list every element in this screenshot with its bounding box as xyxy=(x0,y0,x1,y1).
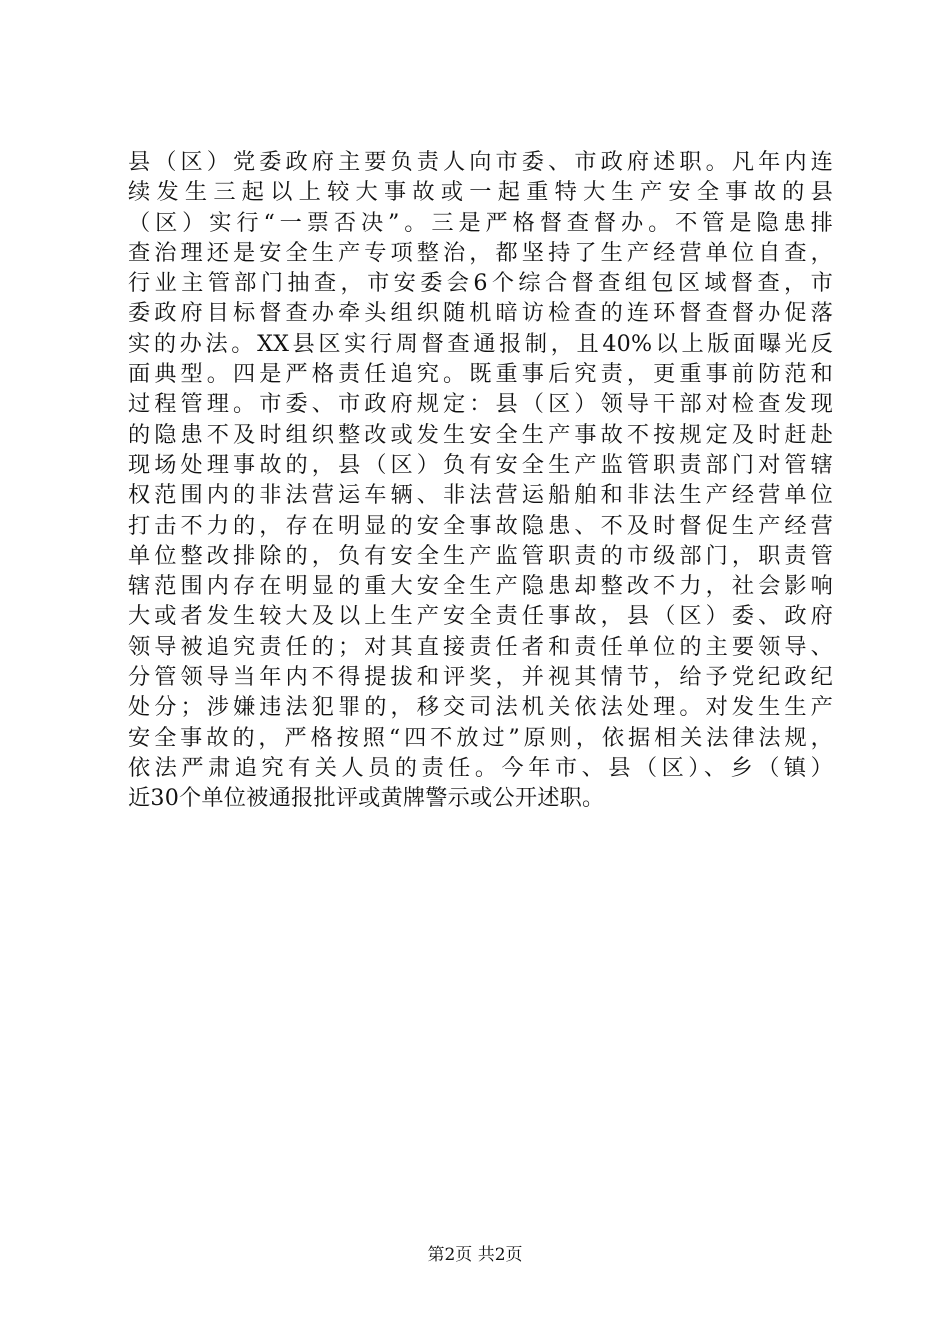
page-number-footer: 第2页 共2页 xyxy=(427,1245,523,1265)
text-line-11: 现场处理事故的，县（区）负有安全生产监管职责部门对管辖 xyxy=(128,451,833,478)
text-line-18: 分管领导当年内不得提拔和评奖，并视其情节，给予党纪政纪 xyxy=(128,664,833,691)
text-line-10: 的隐患不及时组织整改或发生安全生产事故不按规定及时赶赴 xyxy=(128,421,833,448)
text-line-3: （区）实行“一票否决”。三是严格督查督办。不管是隐患排 xyxy=(128,209,833,236)
text-line-14: 单位整改排除的，负有安全生产监管职责的市级部门，职责管 xyxy=(128,542,833,569)
text-line-2: 续发生三起以上较大事故或一起重特大生产安全事故的县 xyxy=(128,179,833,206)
text-line-19: 处分；涉嫌违法犯罪的，移交司法机关依法处理。对发生生产 xyxy=(128,694,833,721)
text-line-20: 安全事故的，严格按照“四不放过”原则，依据相关法律法规， xyxy=(128,724,833,751)
text-line-7: 实的办法。XX县区实行周督查通报制，且40%以上版面曝光反 xyxy=(128,330,833,357)
text-line-5: 行业主管部门抽查，市安委会6个综合督查组包区域督查，市 xyxy=(128,270,833,297)
text-line-21: 依法严肃追究有关人员的责任。今年市、县（区）、乡（镇） xyxy=(128,754,833,781)
text-line-1: 县（区）党委政府主要负责人向市委、市政府述职。凡年内连 xyxy=(128,149,833,175)
text-line-15: 辖范围内存在明显的重大安全生产隐患却整改不力，社会影响 xyxy=(128,573,833,600)
text-line-12: 权范围内的非法营运车辆、非法营运船舶和非法生产经营单位 xyxy=(128,482,833,509)
text-line-4: 查治理还是安全生产专项整治，都坚持了生产经营单位自查， xyxy=(128,239,833,266)
text-line-17: 领导被追究责任的；对其直接责任者和责任单位的主要领导、 xyxy=(128,633,833,660)
text-line-22: 近30个单位被通报批评或黄牌警示或公开述职。 xyxy=(128,785,605,812)
text-line-6: 委政府目标督查办牵头组织随机暗访检查的连环督查督办促落 xyxy=(128,300,833,327)
text-line-13: 打击不力的，存在明显的安全事故隐患、不及时督促生产经营 xyxy=(128,512,833,539)
text-line-9: 过程管理。市委、市政府规定：县（区）领导干部对检查发现 xyxy=(128,391,833,418)
body-paragraph xyxy=(128,147,833,814)
text-line-16: 大或者发生较大及以上生产安全责任事故，县（区）委、政府 xyxy=(128,603,833,630)
text-line-8: 面典型。四是严格责任追究。既重事后究责，更重事前防范和 xyxy=(128,361,833,388)
